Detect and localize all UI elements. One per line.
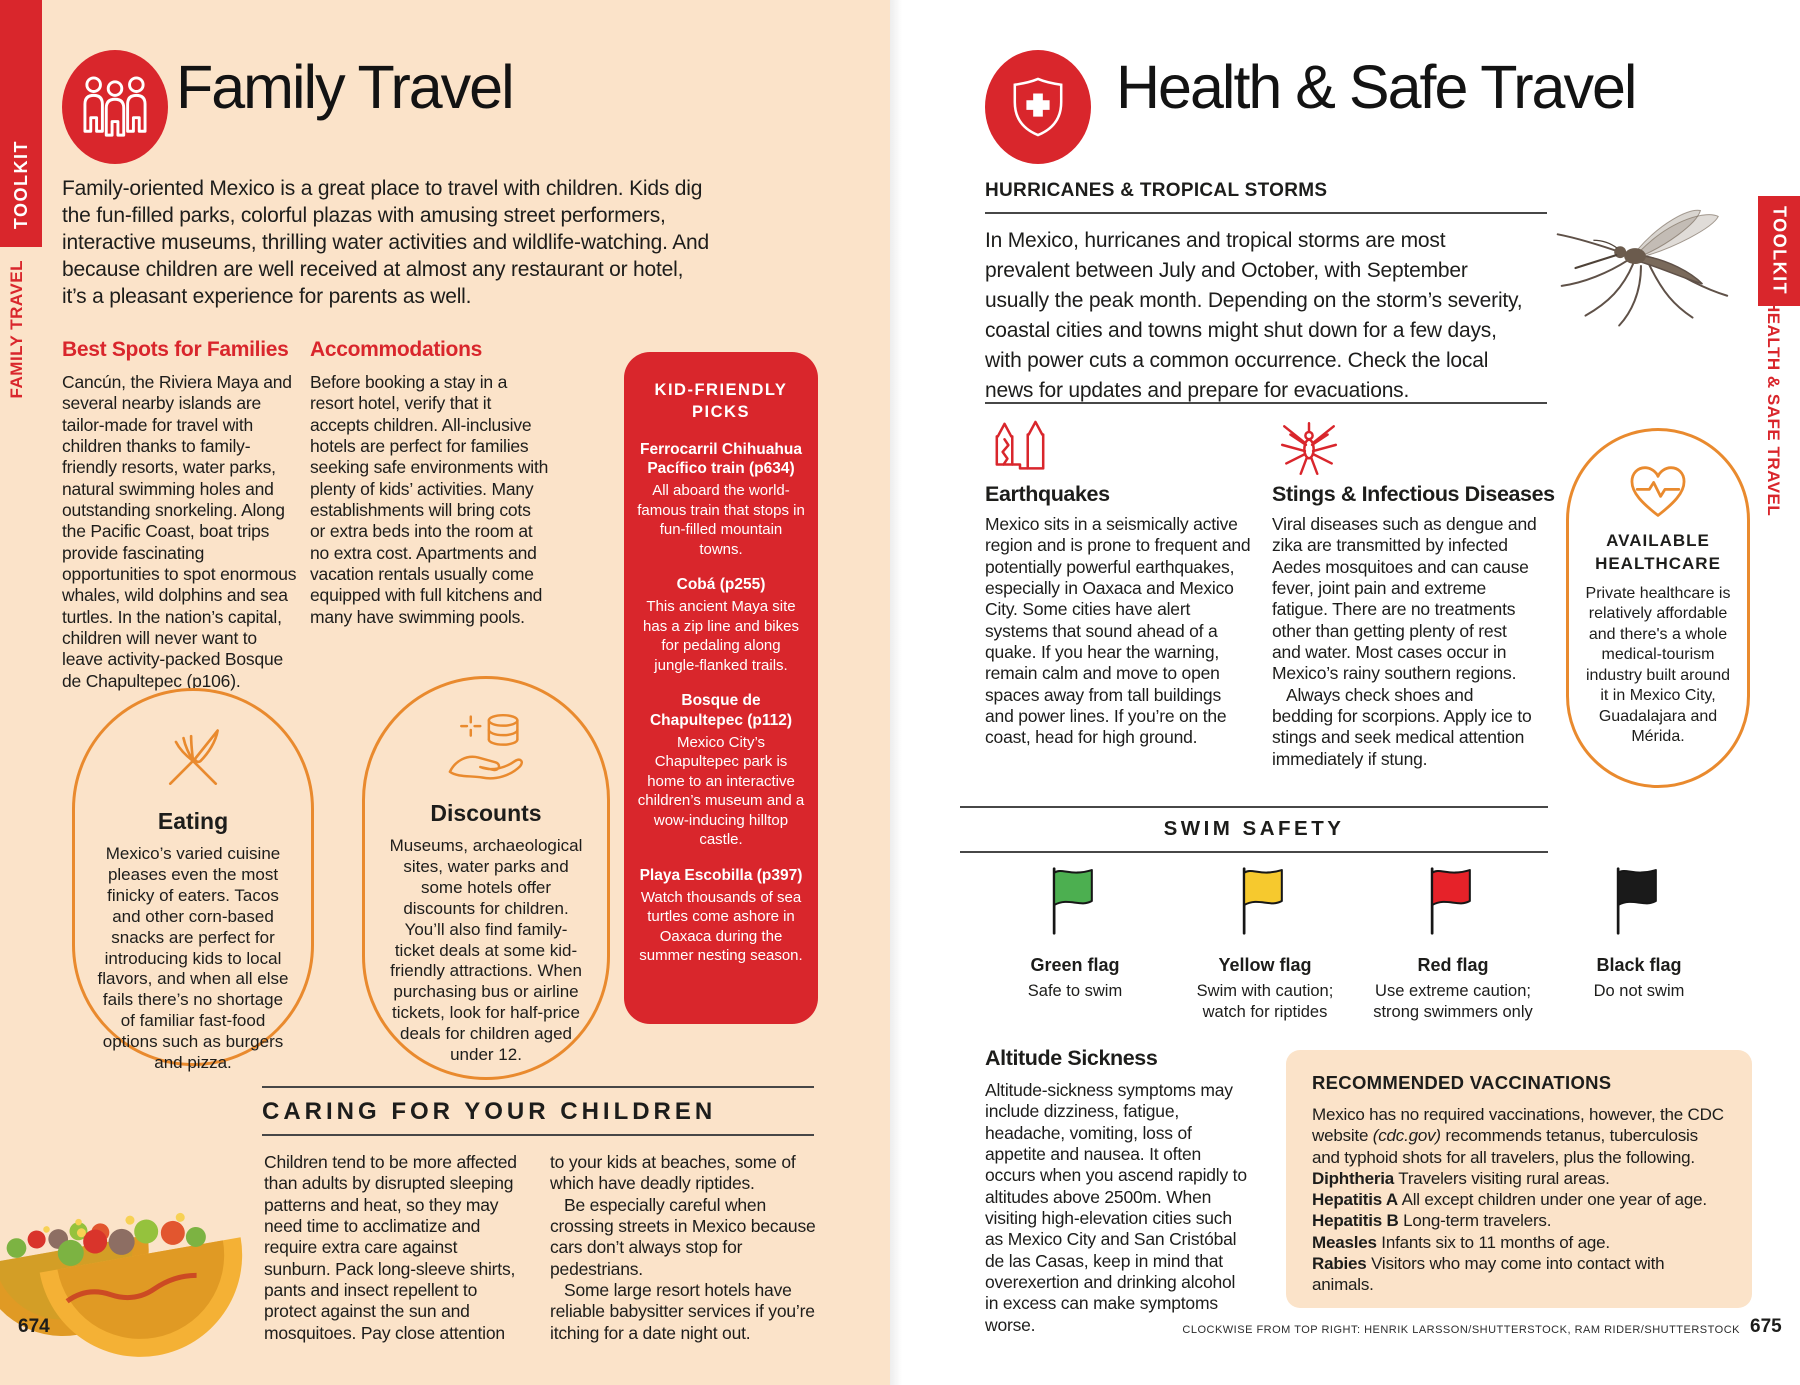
healthcare-heading: AVAILABLE HEALTHCARE xyxy=(1595,531,1721,573)
kid-friendly-pick: Ferrocarril Chihuahua Pacífico train (p634) All aboard the world-famous train that stops in fun-filled mountain towns. xyxy=(637,440,805,558)
swim-flag-red: Red flag Use extreme caution; strong swimmers only xyxy=(1362,866,1544,1022)
vaccination-item: Hepatitis B Long-term travelers. xyxy=(1312,1211,1552,1231)
page-gutter xyxy=(890,0,902,1385)
swim-flag-yellow: Yellow flag Swim with caution; watch for riptides xyxy=(1174,866,1356,1022)
swim-safety-rule-top xyxy=(960,806,1548,808)
stings-title: Stings & Infectious Diseases xyxy=(1272,482,1555,506)
page-title-health-safe-travel: Health & Safe Travel xyxy=(1116,53,1636,121)
eating-body: Mexico’s varied cuisine pleases even the most finicky of eaters. Tacos and other corn-based snacks are perfect for introducing kids to local flavors, and when all else fails there’s no shortage of familiar fast-food options such as burgers and pizza. xyxy=(97,844,289,1073)
coins-hand-icon xyxy=(442,709,530,787)
mosquito-icon xyxy=(1276,420,1342,478)
hurricanes-heading: HURRICANES & TROPICAL STORMS xyxy=(985,180,1328,201)
accommodations-section xyxy=(310,338,550,628)
health-safety-badge xyxy=(985,50,1091,164)
kid-friendly-pick: Cobá (p255) This ancient Maya site has a zip line and bikes for pedaling along jungle-flanked trails. xyxy=(643,576,799,674)
shield-cross-icon xyxy=(1009,75,1067,139)
vaccination-item: Measles Infants six to 11 months of age. xyxy=(1312,1232,1610,1252)
caring-column-1: Children tend to be more affected than adults by disrupted sleeping patterns and heat, so they may need time to acclimatize and require extra care against sunburn. Pack long-sleeve shirts, pants and insect repellent to protect against the sun and mosquitoes. Pay close attention xyxy=(264,1152,517,1343)
best-spots-body: Cancún, the Riviera Maya and several nearby islands are tailor-made for travel with children thanks to family-friendly resorts, water parks, natural swimming holes and outstanding snorkeling. Along the Pacific Coast, boat trips provide fascinating opportunities to spot enormous whales, wild dolphins and sea turtles. In the nation’s capital, children will never want to leave activity-packed Bosque de Chapultepec (p106). xyxy=(62,372,297,691)
discounts-title: Discounts xyxy=(430,800,542,826)
kid-friendly-pick: Bosque de Chapultepec (p112) Mexico City’s Chapultepec park is home to an interactive children’s museum and a wow-inducing hilltop castle. xyxy=(637,692,805,849)
best-spots-section xyxy=(62,338,300,692)
vaccinations-heading: RECOMMENDED VACCINATIONS xyxy=(1312,1072,1612,1093)
page-number-left: 674 xyxy=(18,1316,50,1337)
altitude-title: Altitude Sickness xyxy=(985,1046,1158,1070)
red-flag-icon xyxy=(1426,866,1480,936)
earthquakes-body: Mexico sits in a seismically active region and is prone to frequent and potentially powerful earthquakes, especially in Oaxaca and Mexico City. Some cities have alert systems that sound ahead of a quake. If you hear the warning, remain calm and move to open spaces away from tall buildings and power lines. If you’re on the coast, head for high ground. xyxy=(985,514,1251,748)
best-spots-heading: Best Spots for Families xyxy=(62,338,289,361)
page-title-family-travel: Family Travel xyxy=(176,53,513,121)
eating-callout xyxy=(72,688,314,1073)
caring-rule-top xyxy=(262,1086,814,1088)
knife-fork-icon xyxy=(157,723,229,795)
swim-flag-green: Green flag Safe to swim xyxy=(984,866,1166,1002)
discounts-callout xyxy=(362,676,610,1080)
family-travel-badge xyxy=(62,50,168,164)
toolkit-tab-label: TOOLKIT xyxy=(1769,206,1790,296)
section-label-family-travel: FAMILY TRAVEL xyxy=(7,260,26,399)
earthquake-icon xyxy=(987,420,1053,478)
heart-pulse-icon xyxy=(1625,463,1691,521)
photo-credit: CLOCKWISE FROM TOP RIGHT: HENRIK LARSSON/SHUTTERSTOCK, RAM RIDER/SHUTTERSTOCK xyxy=(1182,1324,1740,1336)
accommodations-heading: Accommodations xyxy=(310,338,482,361)
toolkit-tab-label: TOOLKIT xyxy=(10,139,31,229)
toolkit-tab-left xyxy=(0,0,42,247)
vaccinations-body: Mexico has no required vaccinations, however, the CDC website (cdc.gov) recommends tetanus, tuberculosis and typhoid shots for all travelers, plus the following. Diphtheria Travelers visiting rural areas. Hepatitis A All except children under one year of age. Hepatitis B Long-term travelers. Measles Infants six to 11 months of age. Rabies Visitors who may come into contact with animals. xyxy=(1312,1104,1726,1295)
caring-heading: CARING FOR YOUR CHILDREN xyxy=(262,1098,717,1125)
caring-column-2: to your kids at beaches, some of which have deadly riptides. Be especially careful when crossing streets in Mexico because cars don’t always stop for pedestrians. Some large resort hotels have reliable babysitter services if you’re itching for a date night out. xyxy=(550,1152,816,1343)
vaccination-item: Hepatitis A All except children under one year of age. xyxy=(1312,1190,1707,1209)
swim-safety-rule-bottom xyxy=(960,851,1548,853)
kid-friendly-picks-box xyxy=(624,352,818,1024)
earthquakes-title: Earthquakes xyxy=(985,482,1110,506)
healthcare-body: Private healthcare is relatively affordable and there's a whole medical-tourism industry built around it in Mexico City, Guadalajara and Mérida. xyxy=(1585,584,1731,746)
accommodations-body: Before booking a stay in a resort hotel, verify that it accepts children. All-inclusive hotels are perfect for families seeking safe environments with plenty of kids’ activities. Many establishments will bring cots or extra beds into the room at no extra cost. Apartments and vacation rentals usually come equipped with full kitchens and many have swimming pools. xyxy=(310,372,549,627)
caring-rule-bottom xyxy=(262,1134,814,1136)
yellow-flag-icon xyxy=(1238,866,1292,936)
page-number-right: 675 xyxy=(1750,1316,1782,1337)
discounts-body: Museums, archaeological sites, water parks and some hotels offer discounts for children. You’ll also find family-ticket deals at some kid-friendly attractions. When purchasing bus or airline tickets, look for half-price deals for children aged under 12. xyxy=(389,836,583,1065)
section-label-health-safe-travel: HEALTH & SAFE TRAVEL xyxy=(1764,300,1783,517)
stings-body: Viral diseases such as dengue and zika are transmitted by infected Aedes mosquitoes and can cause fever, joint pain and extreme fatigue. There are no treatments other than getting plenty of rest and water. Most cases occur in Mexico’s rainy southern regions. Always check shoes and bedding for scorpions. Apply ice to stings and seek medical attention immediately if stung. xyxy=(1272,514,1537,769)
kid-friendly-pick: Playa Escobilla (p397) Watch thousands of sea turtles come ashore in Oaxaca during the summer nesting season. xyxy=(639,866,803,964)
family-icon xyxy=(78,75,152,139)
available-healthcare-callout xyxy=(1566,428,1750,788)
kid-friendly-heading: KID-FRIENDLY PICKS xyxy=(654,381,788,422)
mosquito-photo xyxy=(1524,198,1752,338)
hurricanes-body: In Mexico, hurricanes and tropical storms are most prevalent between July and October, with September usually the peak month. Depending on the storm’s severity, coastal cities and towns might shut down for a few days, with power cuts a common occurrence. Check the local news for updates and prepare for evacuations. xyxy=(985,229,1523,403)
hurricanes-rule-top xyxy=(985,212,1547,214)
hurricanes-rule-bottom xyxy=(985,402,1547,404)
family-travel-intro: Family-oriented Mexico is a great place to travel with children. Kids dig the fun-filled parks, colorful plazas with amusing street performers, interactive museums, thrilling water activities and wildlife-watching. And because children are well received at almost any restaurant or hotel, it’s a pleasant experience for parents as well. xyxy=(62,177,709,308)
swim-safety-heading: SWIM SAFETY xyxy=(1163,817,1345,840)
taco-photo xyxy=(0,1068,264,1358)
vaccination-item: Rabies Visitors who may come into contact with animals. xyxy=(1312,1253,1665,1294)
recommended-vaccinations-box xyxy=(1286,1050,1752,1308)
eating-title: Eating xyxy=(157,808,229,834)
altitude-body: Altitude-sickness symptoms may include dizziness, fatigue, headache, vomiting, loss of appetite and nausea. It often occurs when you ascend rapidly to altitudes above 2500m. When visiting high-elevation cities such as Mexico City and San Cristóbal de las Casas, keep in mind that overexertion and drinking alcohol in excess can make symptoms worse. xyxy=(985,1080,1247,1335)
black-flag-icon xyxy=(1612,866,1666,936)
green-flag-icon xyxy=(1048,866,1102,936)
swim-flag-black: Black flag Do not swim xyxy=(1548,866,1730,1002)
vaccination-item: Diphtheria Travelers visiting rural areas. xyxy=(1312,1168,1610,1188)
toolkit-tab-right xyxy=(1758,196,1800,306)
